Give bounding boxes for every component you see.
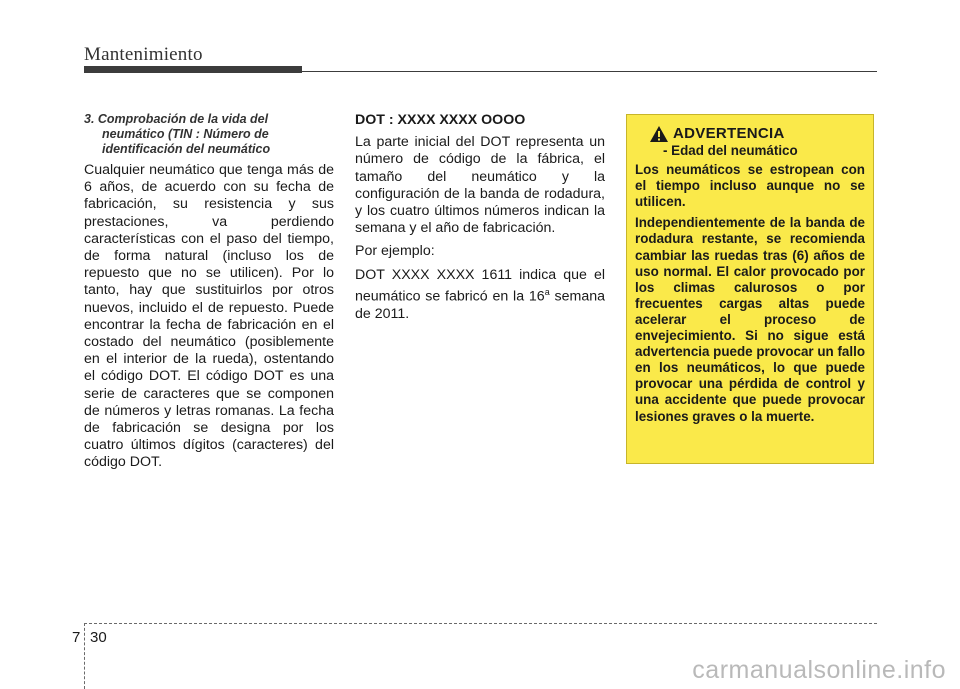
warning-paragraph-1: Los neumáticos se estropean con el tiempo incluso aunque no se utilicen. (635, 162, 865, 210)
warning-triangle-icon (649, 125, 669, 143)
warning-box (626, 114, 874, 464)
watermark: carmanualsonline.info (692, 656, 946, 684)
example-text: DOT XXXX XXXX 1611 indica que el neumático se fabricó en la 16 (355, 266, 605, 305)
footer-rule (84, 623, 877, 625)
ordinal-superscript: a (544, 286, 550, 297)
chapter-number: 7 (72, 629, 81, 646)
header-bar (84, 66, 302, 73)
section-subheading: 3. Comprobación de la vida del neumático (TIN : Número de identificación del neumático (84, 112, 271, 156)
tin-paragraph: Cualquier neumático que tenga más de 6 años, de acuerdo con su fecha de fabricación, su resistencia y sus prestaciones, va perdiendo características con el paso del tiempo, de forma natural (incluso los de repuesto que no se utilicen). Por lo tanto, hay que sustituirlos por otros nuevos, incluido el de repuesto. Puede encontrar la fecha de fabricación en el costado del neumático (posiblemente en el interior de la rueda), ostentando el código DOT. El código DOT es una serie de caracteres que se componen de números y letras romanas. La fecha de fabricación se designa por los cuatro últimos dígitos (caracteres) del código DOT. (84, 162, 334, 471)
warning-paragraph-2: Independientemente de la banda de rodadura restante, se recomienda cambiar las ruedas tras (6) años de uso normal. El calor provocado por los climas calurosos o por frecuentes cargas altas puede acelerar el proceso de envejecimiento. Si no sigue está advertencia puede provocar un fallo en los neumáticos, lo que puede provocar una pérdida de control y una accidente que puede provocar lesiones graves o la muerte. (635, 215, 865, 424)
dot-explanation-paragraph: La parte inicial del DOT representa un número de código de la fábrica, el tamaño del neumático y la configuración de la banda de rodadura, y los cuatro últimos números indican la semana y el año de fabricación. (355, 134, 605, 237)
header-rule (302, 71, 877, 72)
warning-title-row (635, 125, 865, 143)
page-number: 30 (90, 629, 107, 646)
middle-column (355, 112, 605, 329)
footer-divider (84, 623, 86, 689)
warning-title: ADVERTENCIA (673, 124, 785, 142)
dot-code-heading: DOT : XXXX XXXX OOOO (355, 112, 526, 128)
example-paragraph (355, 267, 605, 323)
example-text-end: semana de 2011. (355, 288, 605, 322)
page-header-title: Mantenimiento (84, 44, 203, 65)
example-label: Por ejemplo: (355, 243, 435, 260)
left-column (84, 112, 334, 478)
warning-subtitle: - Edad del neumático (663, 143, 798, 158)
